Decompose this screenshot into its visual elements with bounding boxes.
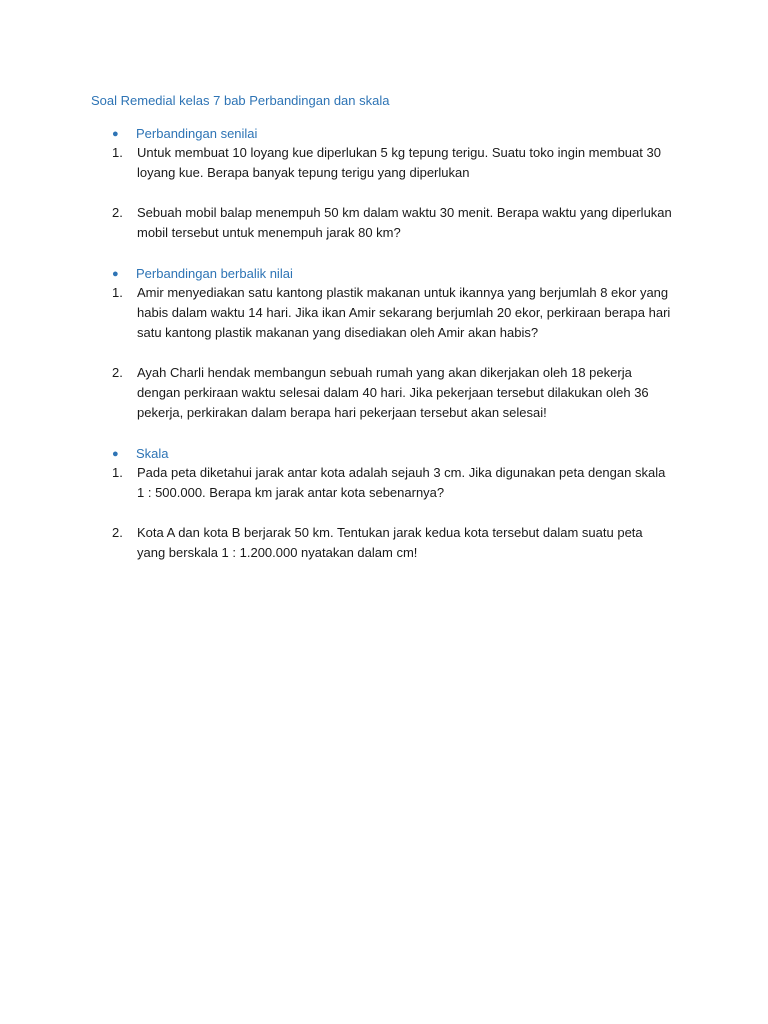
question-item [112, 283, 672, 343]
bullet-icon: ● [112, 448, 119, 460]
question-number: 2. [112, 205, 123, 220]
section-heading-text: Skala [136, 446, 169, 461]
question-text: Ayah Charli hendak membangun sebuah rumah yang akan dikerjakan oleh 18 pekerja dengan perkiraan waktu selesai dalam 40 hari. Jika pekerjaan tersebut dilakukan oleh 36 pekerja, perkirakan dalam berapa hari pekerjaan tersebut akan selesai! [137, 365, 649, 420]
bullet-icon: ● [112, 128, 119, 140]
question-number: 1. [112, 145, 123, 160]
question-item [112, 463, 672, 503]
section-heading-text: Perbandingan berbalik nilai [136, 266, 293, 281]
question-item [112, 203, 672, 243]
section-heading-skala [112, 446, 169, 461]
question-number: 1. [112, 465, 123, 480]
question-text: Kota A dan kota B berjarak 50 km. Tentukan jarak kedua kota tersebut dalam suatu peta yang berskala 1 : 1.200.000 nyatakan dalam cm! [137, 525, 643, 560]
question-item [112, 363, 672, 423]
question-text: Untuk membuat 10 loyang kue diperlukan 5 kg tepung terigu. Suatu toko ingin membuat 30 loyang kue. Berapa banyak tepung terigu yang diperlukan [137, 145, 661, 180]
question-number: 2. [112, 365, 123, 380]
question-item [112, 143, 672, 183]
bullet-icon: ● [112, 268, 119, 280]
document-title: Soal Remedial kelas 7 bab Perbandingan dan skala [91, 93, 390, 108]
section-heading-text: Perbandingan senilai [136, 126, 258, 141]
question-text: Pada peta diketahui jarak antar kota adalah sejauh 3 cm. Jika digunakan peta dengan skala 1 : 500.000. Berapa km jarak antar kota sebenarnya? [137, 465, 666, 500]
question-text: Sebuah mobil balap menempuh 50 km dalam waktu 30 menit. Berapa waktu yang diperlukan mobil tersebut untuk menempuh jarak 80 km? [137, 205, 672, 240]
section-heading-perbandingan-senilai [112, 126, 257, 141]
question-number: 1. [112, 285, 123, 300]
section-heading-perbandingan-berbalik-nilai [112, 266, 293, 281]
question-number: 2. [112, 525, 123, 540]
question-item [112, 523, 672, 563]
question-text: Amir menyediakan satu kantong plastik makanan untuk ikannya yang berjumlah 8 ekor yang habis dalam waktu 14 hari. Jika ikan Amir sekarang berjumlah 20 ekor, perkiraan berapa hari satu kantong plastik makanan yang disediakan oleh Amir akan habis? [137, 285, 671, 340]
